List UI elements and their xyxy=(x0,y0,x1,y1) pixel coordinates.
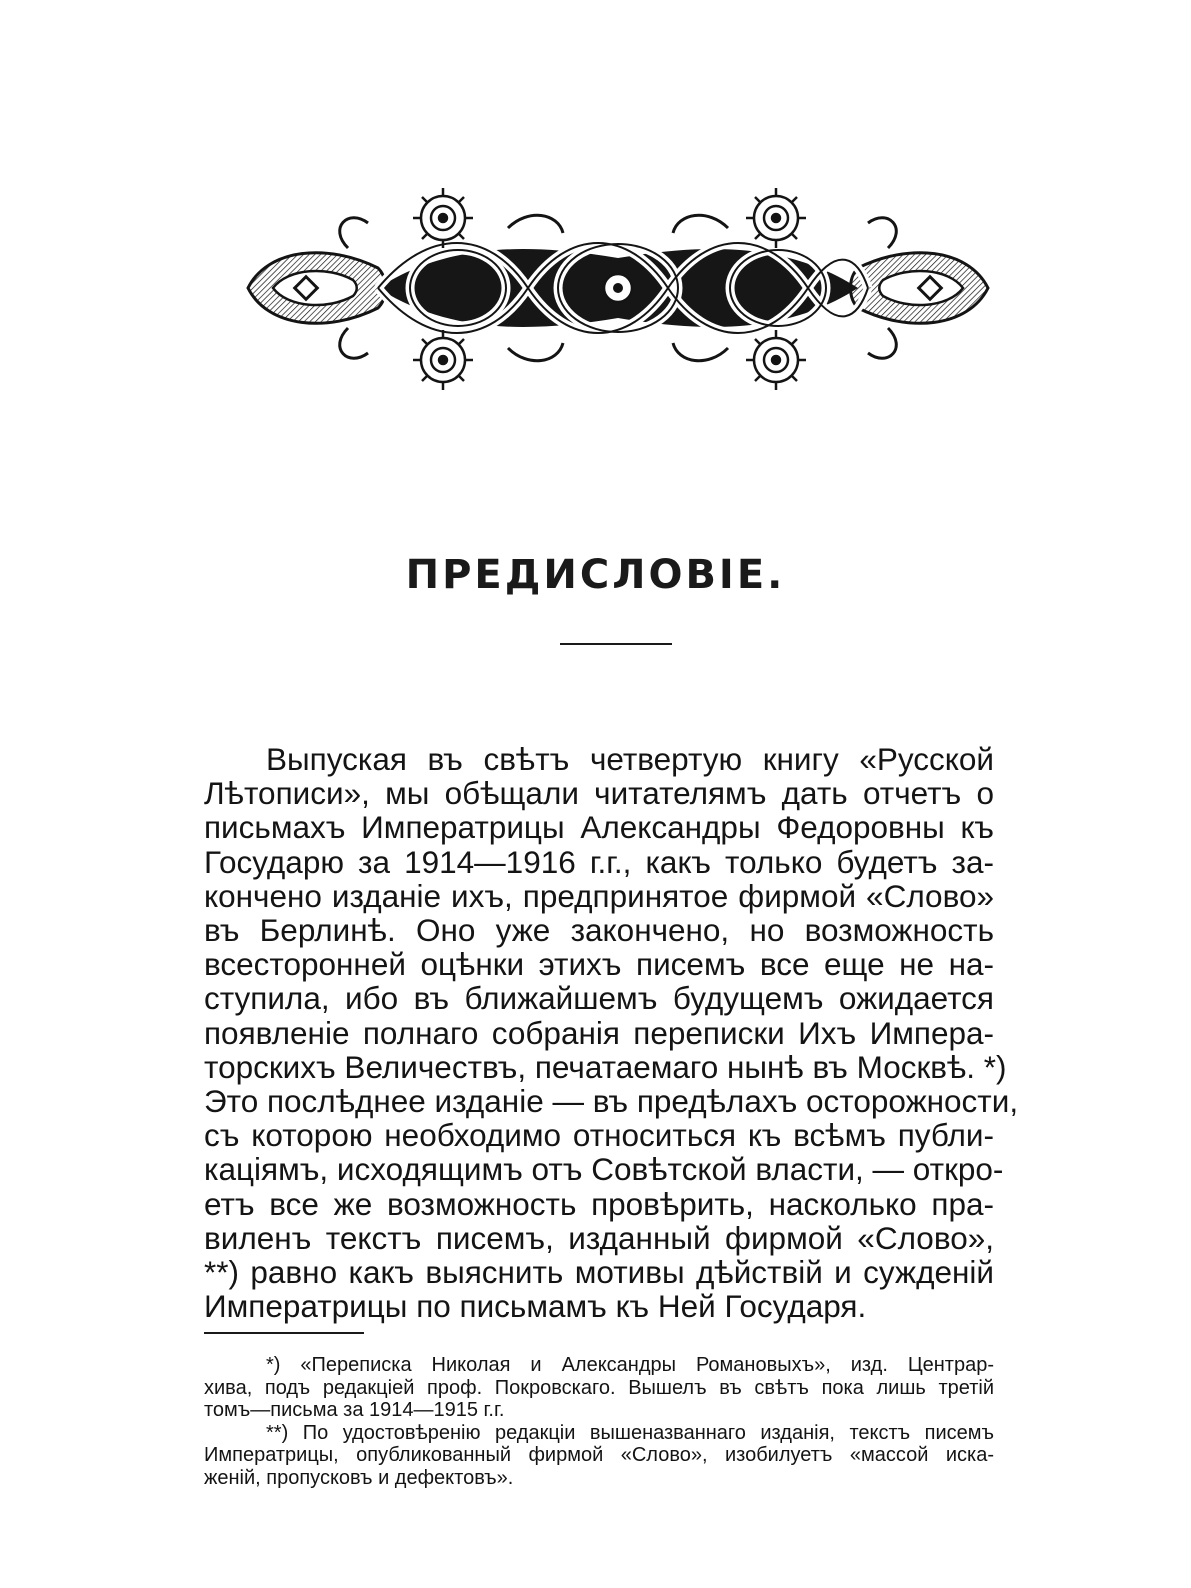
body-line: появленіе полнаго собранія переписки Ихъ Импера- xyxy=(204,1014,994,1051)
body-line: виленъ текстъ писемъ, изданный фирмой «Слово», xyxy=(204,1219,994,1256)
footnote-separator xyxy=(204,1332,364,1334)
body-line: Императрицы по письмамъ къ Ней Государя. xyxy=(204,1288,867,1325)
footnotes xyxy=(204,1354,994,1489)
body-line: Государю за 1914—1916 г.г., какъ только будетъ за- xyxy=(204,843,994,880)
footnote-line: Императрицы, опубликованный фирмой «Слово», изобилуетъ «массой иска- xyxy=(204,1444,994,1466)
body-line: всесторонней оцѣнки этихъ писемъ все еще не на- xyxy=(204,946,994,983)
footnote-line: женій, пропусковъ и дефектовъ». xyxy=(204,1466,514,1489)
body-line: торскихъ Величествъ, печатаемаго нынѣ въ Москвѣ. *) xyxy=(204,1048,1007,1085)
preface-body xyxy=(204,741,1019,1325)
footnote-line: *) «Переписка Николая и Александры Романовыхъ», изд. Центрар- xyxy=(266,1354,994,1376)
interlace-ornament-headpiece xyxy=(228,188,1008,398)
page-title: ПРЕДИСЛОВІЕ. xyxy=(405,552,786,598)
body-line: кончено изданіе ихъ, предпринятое фирмой «Слово» xyxy=(204,877,994,914)
body-line: письмахъ Императрицы Александры Федоровны къ xyxy=(204,809,994,846)
title-divider xyxy=(560,643,672,645)
body-line: Это послѣднее изданіе — въ предѣлахъ осторожности, xyxy=(204,1083,1019,1120)
footnote-line: томъ—письма за 1914—1915 г.г. xyxy=(204,1399,505,1421)
body-line: въ Берлинѣ. Оно уже закончено, но возможность xyxy=(204,912,994,949)
body-line: Лѣтописи», мы обѣщали читателямъ дать отчетъ о xyxy=(204,775,994,812)
body-line: каціямъ, исходящимъ отъ Совѣтской власти, — откро- xyxy=(204,1151,1004,1188)
body-line: Выпуская въ свѣтъ четвертую книгу «Русской xyxy=(266,741,994,777)
footnote-line: **) По удостовѣренію редакціи вышеназваннаго изданія, текстъ писемъ xyxy=(266,1421,994,1444)
footnote-line: хива, подъ редакціей проф. Покровскаго. Вышелъ въ свѣтъ пока лишь третій xyxy=(204,1376,994,1399)
body-line: ступила, ибо въ ближайшемъ будущемъ ожидается xyxy=(204,980,994,1017)
body-line: етъ все же возможность провѣрить, насколько пра- xyxy=(204,1185,994,1222)
body-line: съ которою необходимо относиться къ всѣмъ публи- xyxy=(204,1117,994,1154)
body-line: **) равно какъ выяснить мотивы дѣйствій и сужденій xyxy=(204,1254,994,1291)
